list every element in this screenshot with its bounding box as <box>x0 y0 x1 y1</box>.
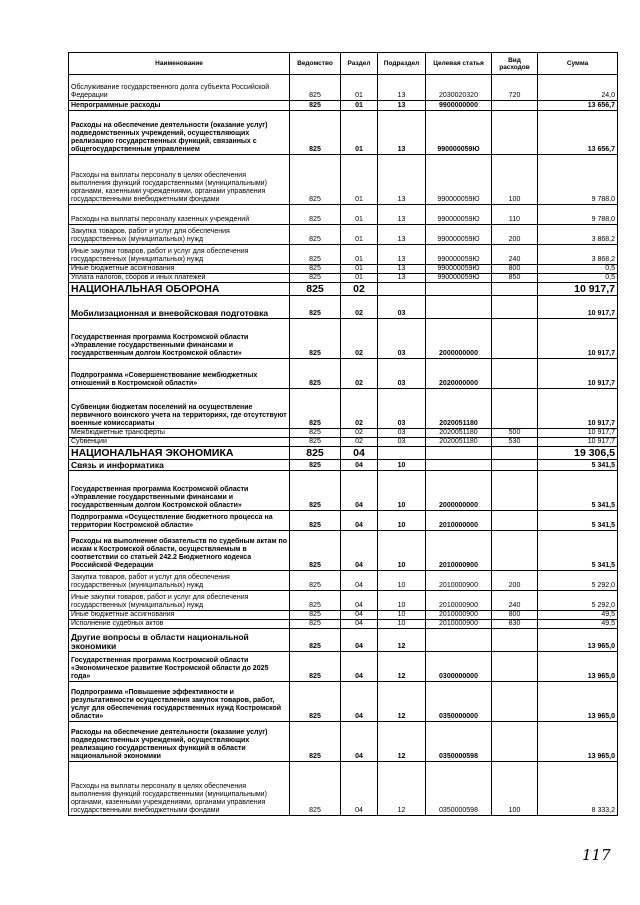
row-name: Расходы на выплаты персоналу в целях обеспечения выполнения функций государственными (муниципальными) органами, казенными учреждениями, органами управления государственными внебюджетными фондами <box>69 155 290 205</box>
table-row <box>69 389 618 429</box>
row-department: 825 <box>290 225 341 245</box>
row-name: Закупка товаров, работ и услуг для обеспечения государственных (муниципальных) нужд <box>69 571 290 591</box>
row-amount: 3 868,2 <box>538 225 618 245</box>
table-row <box>69 511 618 531</box>
row-subsection: 03 <box>378 319 426 359</box>
table-row <box>69 620 618 629</box>
table-row <box>69 531 618 571</box>
row-target-article: 2010000900 <box>426 531 492 571</box>
col-header-department: Ведомство <box>290 53 341 75</box>
row-amount: 13 965,0 <box>538 722 618 762</box>
table-row <box>69 682 618 722</box>
row-expense-type <box>492 111 538 155</box>
row-section: 02 <box>341 389 378 429</box>
row-target-article: 990000059Ю <box>426 274 492 283</box>
row-department: 825 <box>290 319 341 359</box>
row-subsection: 10 <box>378 591 426 611</box>
row-amount: 9 788,0 <box>538 205 618 225</box>
row-expense-type: 200 <box>492 225 538 245</box>
col-header-subsection: Подраздел <box>378 53 426 75</box>
table-row <box>69 296 618 319</box>
row-target-article <box>426 629 492 652</box>
row-expense-type: 240 <box>492 591 538 611</box>
row-target-article: 990000059Ю <box>426 265 492 274</box>
row-expense-type <box>492 389 538 429</box>
row-section: 01 <box>341 101 378 111</box>
row-department: 825 <box>290 438 341 447</box>
table-row <box>69 274 618 283</box>
row-expense-type <box>492 460 538 471</box>
row-target-article: 0300000000 <box>426 652 492 682</box>
row-subsection: 13 <box>378 245 426 265</box>
row-expense-type <box>492 682 538 722</box>
row-department: 825 <box>290 471 341 511</box>
row-section: 04 <box>341 629 378 652</box>
row-subsection: 13 <box>378 101 426 111</box>
row-section: 02 <box>341 319 378 359</box>
row-name: Государственная программа Костромской области «Экономическое развитие Костромской области до 2025 года» <box>69 652 290 682</box>
row-amount: 5 292,0 <box>538 591 618 611</box>
row-expense-type <box>492 531 538 571</box>
table-row <box>69 460 618 471</box>
row-expense-type <box>492 296 538 319</box>
row-name: Подпрограмма «Повышение эффективности и результативности осуществления закупок товаров, работ, услуг для обеспечения государственных нужд Костромской области» <box>69 682 290 722</box>
table-row <box>69 205 618 225</box>
table-row <box>69 591 618 611</box>
row-department: 825 <box>290 205 341 225</box>
row-expense-type: 800 <box>492 611 538 620</box>
row-expense-type <box>492 722 538 762</box>
table-row <box>69 629 618 652</box>
row-target-article: 2020051180 <box>426 389 492 429</box>
col-header-expense-type: Вид расходов <box>492 53 538 75</box>
row-expense-type <box>492 101 538 111</box>
row-section: 02 <box>341 296 378 319</box>
row-amount: 5 341,5 <box>538 460 618 471</box>
row-department: 825 <box>290 274 341 283</box>
row-name: Расходы на обеспечение деятельности (оказание услуг) подведомственных учреждений, осуществляющих реализацию государственных функций в области национальной экономики <box>69 722 290 762</box>
row-department: 825 <box>290 296 341 319</box>
row-name: Иные закупки товаров, работ и услуг для обеспечения государственных (муниципальных) нужд <box>69 245 290 265</box>
row-section: 01 <box>341 265 378 274</box>
table-row <box>69 762 618 816</box>
row-name: НАЦИОНАЛЬНАЯ ЭКОНОМИКА <box>69 447 290 460</box>
row-department: 825 <box>290 652 341 682</box>
row-expense-type: 850 <box>492 274 538 283</box>
table-row <box>69 611 618 620</box>
row-department: 825 <box>290 389 341 429</box>
row-subsection: 13 <box>378 265 426 274</box>
row-section: 04 <box>341 722 378 762</box>
row-section: 04 <box>341 471 378 511</box>
row-department: 825 <box>290 571 341 591</box>
row-subsection: 12 <box>378 722 426 762</box>
row-subsection: 12 <box>378 762 426 816</box>
row-target-article: 2030020320 <box>426 75 492 101</box>
table-row <box>69 359 618 389</box>
row-department: 825 <box>290 591 341 611</box>
table-row <box>69 438 618 447</box>
table-header-row <box>69 53 618 75</box>
row-expense-type: 100 <box>492 762 538 816</box>
page-number: 117 <box>582 846 611 864</box>
row-target-article: 990000059Ю <box>426 155 492 205</box>
row-name: Иные бюджетные ассигнования <box>69 265 290 274</box>
row-department: 825 <box>290 283 341 296</box>
row-subsection: 03 <box>378 359 426 389</box>
row-target-article: 2000000000 <box>426 319 492 359</box>
table-row <box>69 571 618 591</box>
row-expense-type: 500 <box>492 429 538 438</box>
row-expense-type <box>492 629 538 652</box>
row-amount: 10 917,7 <box>538 359 618 389</box>
row-subsection: 03 <box>378 438 426 447</box>
row-amount: 13 656,7 <box>538 111 618 155</box>
row-section: 01 <box>341 225 378 245</box>
row-amount: 10 917,7 <box>538 429 618 438</box>
table-row <box>69 722 618 762</box>
row-department: 825 <box>290 629 341 652</box>
row-expense-type: 110 <box>492 205 538 225</box>
row-expense-type <box>492 359 538 389</box>
table-row <box>69 101 618 111</box>
row-department: 825 <box>290 531 341 571</box>
row-amount: 0,5 <box>538 274 618 283</box>
row-section: 01 <box>341 274 378 283</box>
row-target-article <box>426 283 492 296</box>
row-target-article: 0350000598 <box>426 722 492 762</box>
row-amount: 49,5 <box>538 611 618 620</box>
table-row <box>69 75 618 101</box>
row-subsection: 13 <box>378 75 426 101</box>
table-row <box>69 447 618 460</box>
table-row <box>69 429 618 438</box>
row-name: Государственная программа Костромской области «Управление государственными финансами и государственным долгом Костромской области» <box>69 471 290 511</box>
row-section: 04 <box>341 591 378 611</box>
table-row <box>69 245 618 265</box>
row-expense-type: 800 <box>492 265 538 274</box>
row-target-article: 2010000900 <box>426 591 492 611</box>
row-amount: 10 917,7 <box>538 283 618 296</box>
row-subsection: 10 <box>378 531 426 571</box>
row-target-article: 2020051180 <box>426 429 492 438</box>
row-section: 04 <box>341 571 378 591</box>
col-header-target-article: Целевая статья <box>426 53 492 75</box>
row-name: Расходы на выплаты персоналу в целях обеспечения выполнения функций государственными (муниципальными) органами, казенными учреждениями, органами управления государственными внебюджетными фондами <box>69 762 290 816</box>
row-expense-type: 720 <box>492 75 538 101</box>
row-amount: 5 341,5 <box>538 511 618 531</box>
row-amount: 19 306,5 <box>538 447 618 460</box>
row-name: Расходы на выплаты персоналу казенных учреждений <box>69 205 290 225</box>
row-department: 825 <box>290 611 341 620</box>
row-section: 04 <box>341 460 378 471</box>
row-name: Связь и информатика <box>69 460 290 471</box>
row-expense-type <box>492 652 538 682</box>
row-target-article: 0350000000 <box>426 682 492 722</box>
row-section: 04 <box>341 620 378 629</box>
row-target-article <box>426 296 492 319</box>
row-department: 825 <box>290 511 341 531</box>
row-section: 04 <box>341 611 378 620</box>
row-subsection <box>378 447 426 460</box>
row-subsection <box>378 283 426 296</box>
row-name: Подпрограмма «Осуществление бюджетного процесса на территории Костромской области» <box>69 511 290 531</box>
row-target-article: 2000000000 <box>426 471 492 511</box>
row-expense-type <box>492 447 538 460</box>
row-expense-type <box>492 511 538 531</box>
row-department: 825 <box>290 682 341 722</box>
row-target-article <box>426 447 492 460</box>
row-department: 825 <box>290 101 341 111</box>
row-name: Уплата налогов, сборов и иных платежей <box>69 274 290 283</box>
row-section: 04 <box>341 447 378 460</box>
row-name: Мобилизационная и вневойсковая подготовка <box>69 296 290 319</box>
row-name: Закупка товаров, работ и услуг для обеспечения государственных (муниципальных) нужд <box>69 225 290 245</box>
row-subsection: 03 <box>378 429 426 438</box>
row-amount: 5 341,5 <box>538 531 618 571</box>
row-department: 825 <box>290 155 341 205</box>
row-subsection: 13 <box>378 274 426 283</box>
table-row <box>69 265 618 274</box>
row-department: 825 <box>290 265 341 274</box>
row-amount: 0,5 <box>538 265 618 274</box>
row-target-article: 990000059Ю <box>426 225 492 245</box>
row-target-article <box>426 460 492 471</box>
row-expense-type: 200 <box>492 571 538 591</box>
table-row <box>69 225 618 245</box>
table-row <box>69 283 618 296</box>
row-section: 01 <box>341 155 378 205</box>
row-target-article: 2020051180 <box>426 438 492 447</box>
row-subsection: 10 <box>378 571 426 591</box>
row-department: 825 <box>290 722 341 762</box>
row-name: Другие вопросы в области национальной экономики <box>69 629 290 652</box>
table-row <box>69 652 618 682</box>
row-department: 825 <box>290 429 341 438</box>
row-amount: 13 965,0 <box>538 629 618 652</box>
row-department: 825 <box>290 245 341 265</box>
row-subsection: 12 <box>378 629 426 652</box>
row-name: Обслуживание государственного долга субъекта Российской Федерации <box>69 75 290 101</box>
col-header-section: Раздел <box>341 53 378 75</box>
row-target-article: 990000059Ю <box>426 205 492 225</box>
row-expense-type <box>492 319 538 359</box>
row-section: 04 <box>341 652 378 682</box>
row-name: Иные бюджетные ассигнования <box>69 611 290 620</box>
row-name: Исполнение судебных актов <box>69 620 290 629</box>
row-amount: 13 656,7 <box>538 101 618 111</box>
row-section: 01 <box>341 111 378 155</box>
row-amount: 13 965,0 <box>538 652 618 682</box>
row-amount: 13 965,0 <box>538 682 618 722</box>
row-amount: 10 917,7 <box>538 438 618 447</box>
row-amount: 49,5 <box>538 620 618 629</box>
row-name: Субвенции <box>69 438 290 447</box>
row-subsection: 03 <box>378 296 426 319</box>
row-subsection: 10 <box>378 511 426 531</box>
table-row <box>69 111 618 155</box>
row-subsection: 13 <box>378 205 426 225</box>
row-amount: 5 292,0 <box>538 571 618 591</box>
row-subsection: 10 <box>378 611 426 620</box>
table-row <box>69 471 618 511</box>
row-target-article: 2010000900 <box>426 571 492 591</box>
row-subsection: 12 <box>378 652 426 682</box>
row-name: Межбюджетные трансферты <box>69 429 290 438</box>
row-department: 825 <box>290 359 341 389</box>
row-name: НАЦИОНАЛЬНАЯ ОБОРОНА <box>69 283 290 296</box>
row-section: 01 <box>341 75 378 101</box>
row-section: 04 <box>341 682 378 722</box>
table-row <box>69 155 618 205</box>
row-expense-type: 240 <box>492 245 538 265</box>
row-subsection: 13 <box>378 225 426 245</box>
row-department: 825 <box>290 111 341 155</box>
row-subsection: 12 <box>378 682 426 722</box>
row-section: 02 <box>341 283 378 296</box>
row-amount: 10 917,7 <box>538 296 618 319</box>
row-amount: 8 333,2 <box>538 762 618 816</box>
row-name: Расходы на выполнение обязательств по судебным актам по искам к Костромской области, осуществляемым в соответствии со статьей 242.2 Бюджетного кодекса Российской Федерации <box>69 531 290 571</box>
row-amount: 9 788,0 <box>538 155 618 205</box>
row-section: 04 <box>341 762 378 816</box>
row-target-article: 2010000900 <box>426 611 492 620</box>
row-amount: 5 341,5 <box>538 471 618 511</box>
row-section: 01 <box>341 205 378 225</box>
row-subsection: 03 <box>378 389 426 429</box>
row-name: Иные закупки товаров, работ и услуг для обеспечения государственных (муниципальных) нужд <box>69 591 290 611</box>
row-name: Непрограммные расходы <box>69 101 290 111</box>
row-section: 01 <box>341 245 378 265</box>
row-name: Субвенции бюджетам поселений на осуществление первичного воинского учета на территориях, где отсутствуют военные комиссариаты <box>69 389 290 429</box>
row-target-article: 2010000000 <box>426 511 492 531</box>
row-expense-type: 530 <box>492 438 538 447</box>
row-subsection: 10 <box>378 620 426 629</box>
row-target-article: 0350000598 <box>426 762 492 816</box>
row-subsection: 13 <box>378 111 426 155</box>
row-name: Подпрограмма «Совершенствование межбюджетных отношений в Костромской области» <box>69 359 290 389</box>
row-target-article: 9900000000 <box>426 101 492 111</box>
row-target-article: 2010000900 <box>426 620 492 629</box>
row-subsection: 13 <box>378 155 426 205</box>
row-expense-type: 830 <box>492 620 538 629</box>
row-expense-type <box>492 283 538 296</box>
row-department: 825 <box>290 447 341 460</box>
row-department: 825 <box>290 460 341 471</box>
row-department: 825 <box>290 75 341 101</box>
row-target-article: 2020000000 <box>426 359 492 389</box>
row-name: Расходы на обеспечение деятельности (оказание услуг) подведомственных учреждений, осуществляющих реализацию государственных функций, связанных с общегосударственным управлением <box>69 111 290 155</box>
row-section: 02 <box>341 429 378 438</box>
col-header-name: Наименование <box>69 53 290 75</box>
row-amount: 10 917,7 <box>538 319 618 359</box>
row-subsection: 10 <box>378 460 426 471</box>
row-name: Государственная программа Костромской области «Управление государственными финансами и государственным долгом Костромской области» <box>69 319 290 359</box>
row-amount: 3 868,2 <box>538 245 618 265</box>
row-section: 02 <box>341 359 378 389</box>
row-department: 825 <box>290 620 341 629</box>
row-target-article: 990000059Ю <box>426 245 492 265</box>
row-section: 02 <box>341 438 378 447</box>
row-section: 04 <box>341 531 378 571</box>
row-subsection: 10 <box>378 471 426 511</box>
row-expense-type <box>492 471 538 511</box>
row-target-article: 990000059Ю <box>426 111 492 155</box>
row-expense-type: 100 <box>492 155 538 205</box>
row-department: 825 <box>290 762 341 816</box>
row-section: 04 <box>341 511 378 531</box>
col-header-amount: Сумма <box>538 53 618 75</box>
budget-table <box>68 52 618 816</box>
row-amount: 24,0 <box>538 75 618 101</box>
row-amount: 10 917,7 <box>538 389 618 429</box>
table-row <box>69 319 618 359</box>
